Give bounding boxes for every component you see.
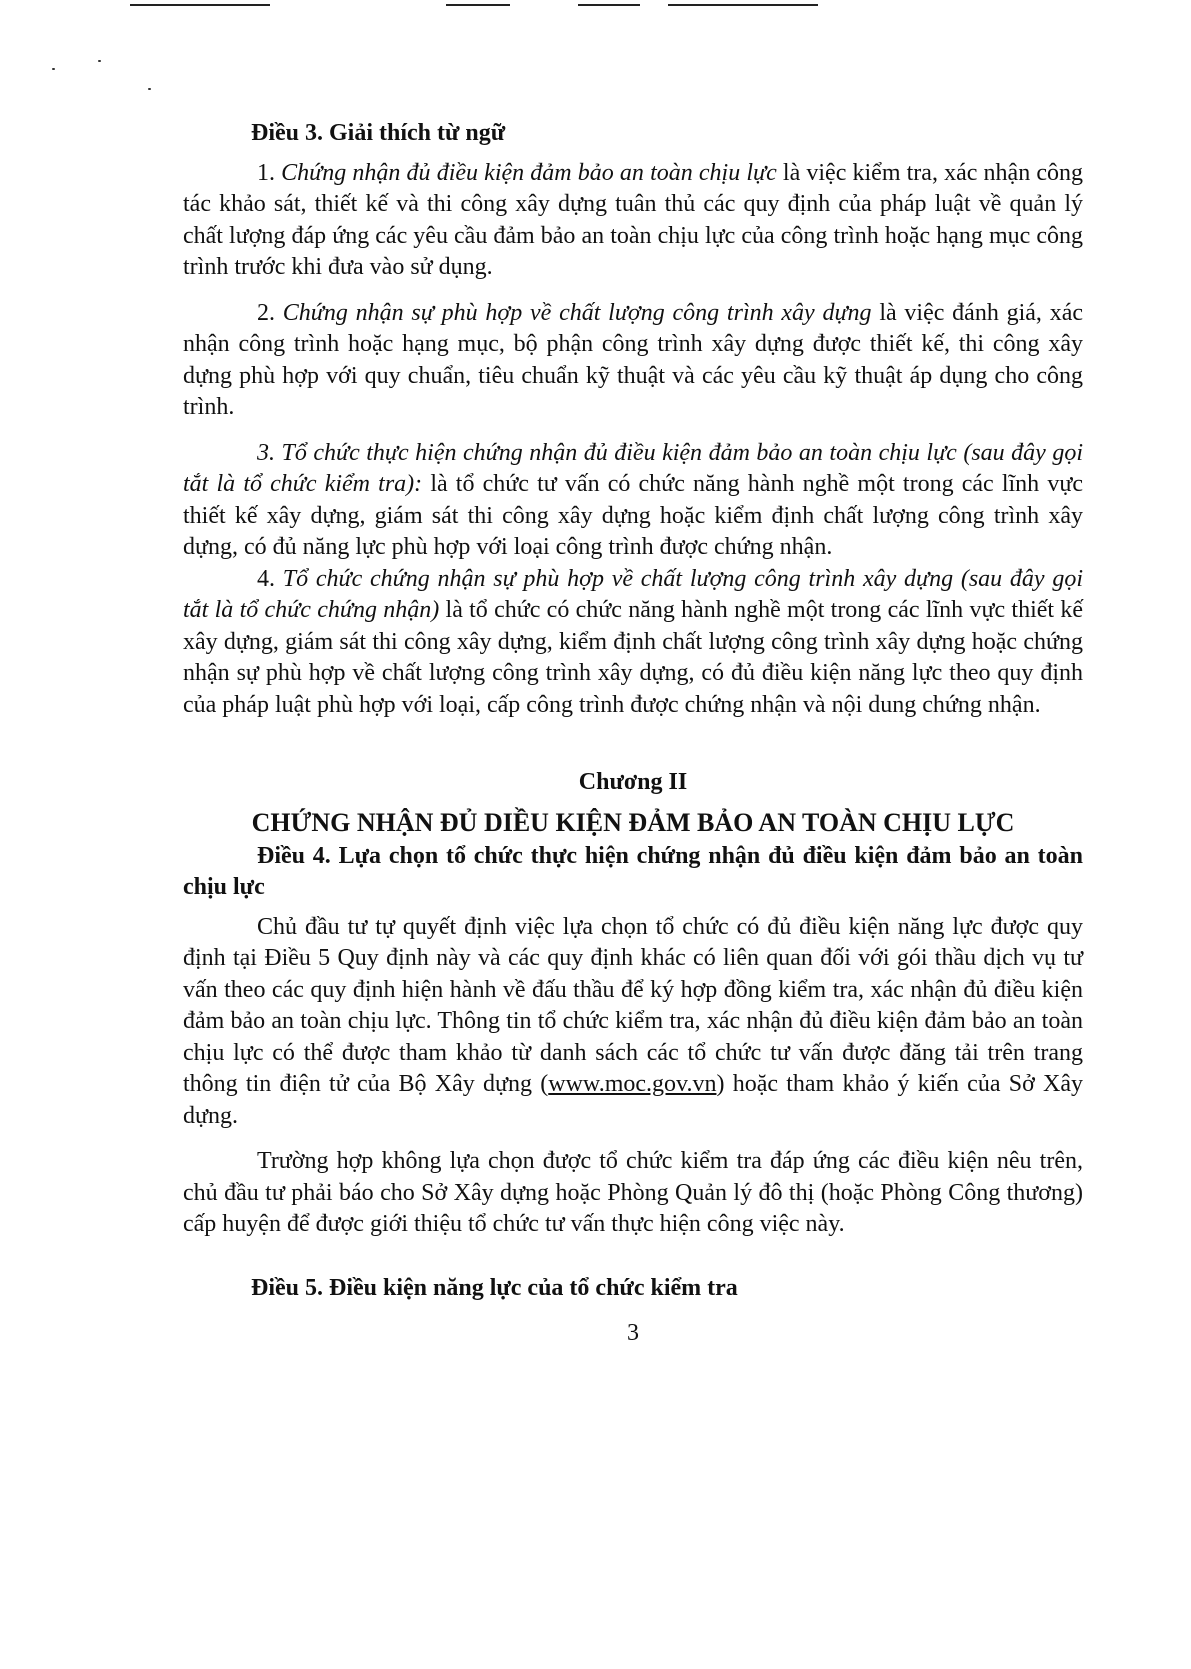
definition-text: là việc đánh giá, xác nhận công trình hoặc hạng mục, bộ phận công trình xây dựng được thiết kế, thi công xây dựng phù hợp với quy chuẩn, tiêu chuẩn kỹ thuật và các yêu cầu kỹ thuật áp dụng cho công trình. (183, 299, 1084, 420)
scan-speck (98, 60, 101, 62)
definition-text: là tổ chức tư vấn có chức năng hành nghề một trong các lĩnh vực thiết kế xây dựng, giám sát thi công xây dựng hoặc kiểm định chất lượng công trình xây dựng, có đủ năng lực phù hợp với loại công trình được chứng nhận. (183, 471, 1083, 560)
chapter-number: Chương II (578, 769, 688, 795)
article-3 (183, 118, 1083, 721)
definition-text: là việc kiểm tra, xác nhận công tác khảo sát, thiết kế và thi công xây dựng tuân thủ các quy định của pháp luật về quản lý chất lượng đáp ứng các yêu cầu đảm bảo an toàn chịu lực của công trình hoặc hạng mục công trình trước khi đưa vào sử dụng. (183, 159, 1084, 280)
article-5-heading: Điều 5. Điều kiện năng lực của tổ chức kiểm tra (251, 1274, 738, 1301)
top-rule (130, 4, 270, 6)
top-rule (578, 4, 640, 6)
definition-lead: 2. (257, 299, 283, 326)
definition-3 (183, 438, 1083, 564)
article-4-paragraph-2: Trường hợp không lựa chọn được tổ chức kiểm tra đáp ứng các điều kiện nêu trên, chủ đầu tư phải báo cho Sở Xây dựng hoặc Phòng Quản lý đô thị (hoặc Phòng Công thương) cấp huyện để được giới thiệu tổ chức tư vấn thực hiện công việc này. (183, 1148, 1083, 1237)
chapter-title: CHỨNG NHẬN ĐỦ DIỀU KIỆN ĐẢM BẢO AN TOÀN CHỊU LỰC (251, 807, 1015, 837)
article-3-heading: Điều 3. Giải thích từ ngữ (251, 120, 506, 146)
definition-text: là tổ chức có chức năng hành nghề một trong các lĩnh vực thiết kế xây dựng, giám sát thi công xây dựng, kiểm định chất lượng công trình xây dựng hoặc chứng nhận sự phù hợp về chất lượng công trình xây dựng, có đủ điều kiện năng lực theo quy định của pháp luật phù hợp với loại, cấp công trình được chứng nhận và nội dung chứng nhận. (183, 597, 1083, 718)
page-number: 3 (627, 1320, 639, 1346)
scan-speck (148, 88, 151, 90)
paragraph-text: ) hoặc tham khảo ý kiến của Sở Xây dựng. (183, 1071, 1083, 1129)
moc-website-link[interactable]: www.moc.gov.vn (548, 1071, 717, 1097)
scan-speck (52, 68, 55, 70)
top-rule (668, 4, 818, 6)
definition-lead: 1. (257, 159, 282, 186)
definition-term: 3. Tổ chức thực hiện chứng nhận đủ điều kiện đảm bảo an toàn chịu lực (sau đây gọi tắt là tổ chức kiểm tra): (183, 439, 1083, 497)
article-5 (183, 1273, 1083, 1305)
article-4 (183, 841, 1083, 1241)
definition-2 (183, 298, 1083, 424)
definition-term: Tổ chức chứng nhận sự phù hợp về chất lượng công trình xây dựng (sau đây gọi tắt là tổ chức chứng nhận) (183, 565, 1083, 623)
definition-term: Chứng nhận đủ điều kiện đảm bảo an toàn chịu lực (281, 159, 777, 186)
paragraph-text: Chủ đầu tư tự quyết định việc lựa chọn tổ chức có đủ điều kiện năng lực được quy định tại Điều 5 Quy định này và các quy định khác có liên quan đối với gói thầu dịch vụ tư vấn theo các quy định hiện hành về đấu thầu để ký hợp đồng kiểm tra, xác nhận đủ điều kiện đảm bảo an toàn chịu lực. Thông tin tổ chức kiểm tra, xác nhận đủ điều kiện đảm bảo an toàn chịu lực có thể được tham khảo từ danh sách các tổ chức tư vấn được đăng tải trên trang thông tin điện tử của Bộ Xây dựng ( (183, 913, 1083, 1097)
article-4-paragraph-1 (183, 912, 1083, 1133)
chapter-2 (183, 767, 1083, 841)
definition-lead: 4. (257, 565, 283, 592)
definition-term: Chứng nhận sự phù hợp về chất lượng công trình xây dựng (282, 299, 872, 326)
top-rule (446, 4, 510, 6)
document-page (183, 118, 1083, 1350)
article-4-heading: Điều 4. Lựa chọn tổ chức thực hiện chứng nhận đủ điều kiện đảm bảo an toàn chịu lực (183, 842, 1083, 900)
definition-4 (183, 564, 1083, 722)
definition-1 (183, 158, 1083, 284)
